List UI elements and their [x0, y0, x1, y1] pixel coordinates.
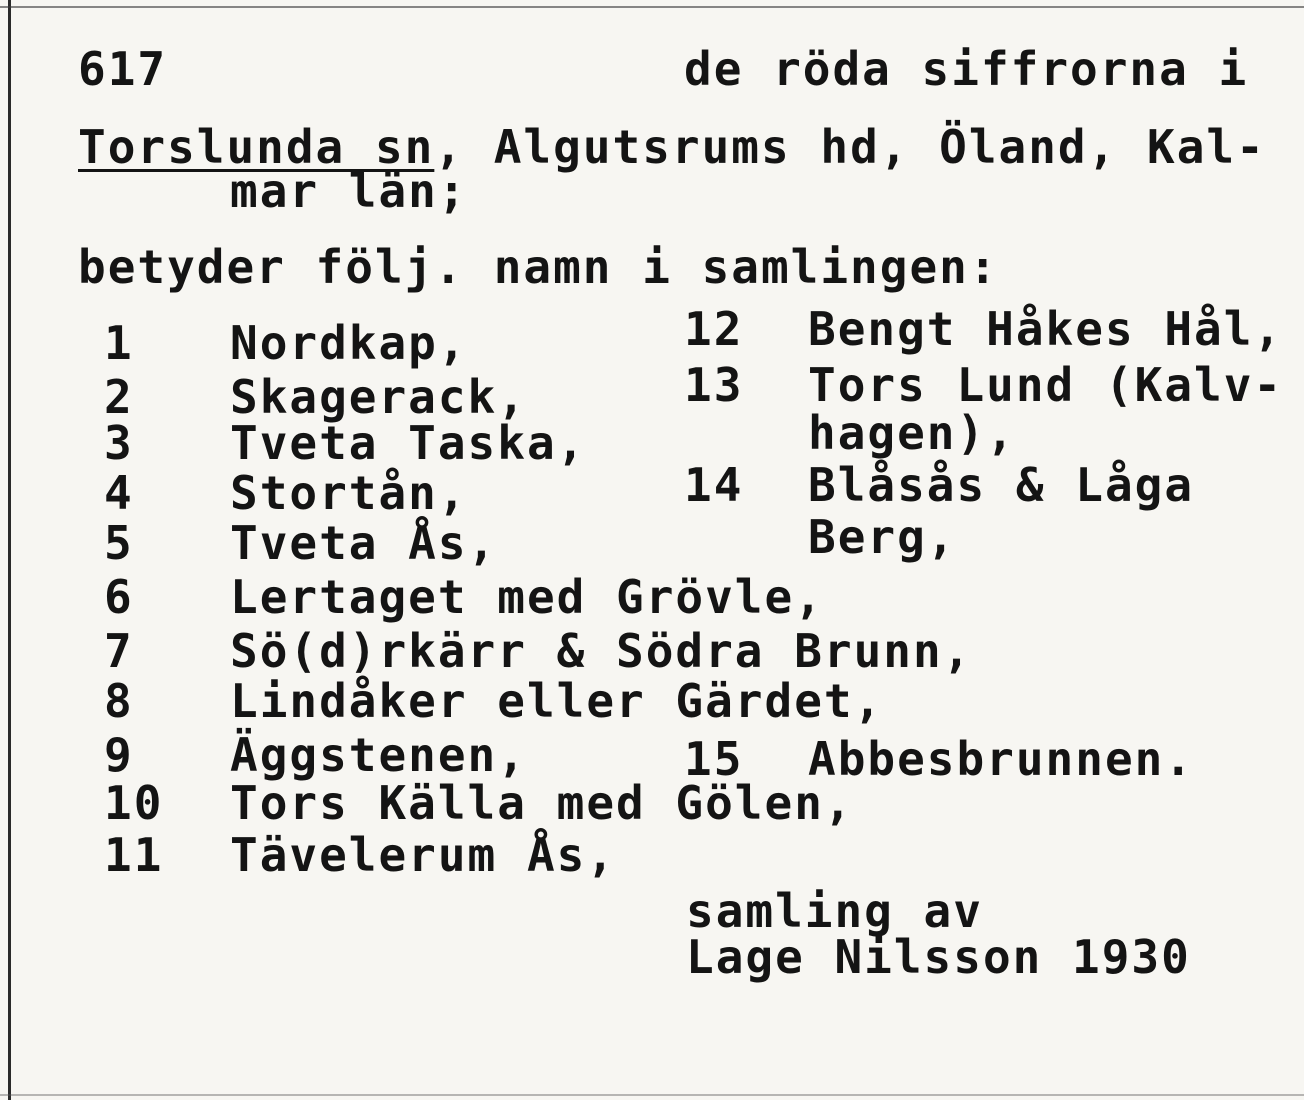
- entry-name: Abbesbrunnen.: [808, 732, 1195, 786]
- card-edge-top: [0, 6, 1304, 8]
- entry-number: 6: [104, 570, 134, 624]
- entry-number: 15: [684, 732, 744, 786]
- entry-number: 1: [104, 316, 134, 370]
- entry-number: 3: [104, 416, 134, 470]
- entry-name: Tors Lund (Kalv-: [808, 358, 1284, 412]
- entry-name: Lertaget med Grövle,: [230, 570, 824, 624]
- entry-name: Bengt Håkes Hål,: [808, 302, 1284, 356]
- entry-name-continued: hagen),: [808, 406, 1016, 460]
- entry-name: Lindåker eller Gärdet,: [230, 674, 884, 728]
- entry-name: Tävelerum Ås,: [230, 828, 617, 882]
- entry-number: 12: [684, 302, 744, 356]
- entry-number: 5: [104, 516, 134, 570]
- entry-number: 11: [104, 828, 164, 882]
- entry-number: 7: [104, 624, 134, 678]
- entry-name-continued: Berg,: [808, 510, 957, 564]
- signature-line-1: samling av: [686, 884, 983, 938]
- card-edge-left: [8, 0, 11, 1100]
- location-rest-2: mar län;: [230, 164, 468, 218]
- location-rest-1: , Algutsrums hd, Öland, Kal-: [434, 120, 1266, 174]
- entry-name: Äggstenen,: [230, 728, 527, 782]
- header-note: de röda siffrorna i: [684, 42, 1249, 96]
- parish-name: Torslunda sn: [78, 120, 435, 174]
- card-edge-bottom: [0, 1094, 1304, 1096]
- signature-line-2: Lage Nilsson 1930: [686, 930, 1191, 984]
- entry-number: 2: [104, 370, 134, 424]
- entry-name: Tveta Ås,: [230, 516, 498, 570]
- entry-name: Tors Källa med Gölen,: [230, 776, 854, 830]
- entry-number: 4: [104, 466, 134, 520]
- entry-number: 8: [104, 674, 134, 728]
- card-number: 617: [78, 42, 168, 96]
- entry-number: 14: [684, 458, 744, 512]
- entry-name: Sö(d)rkärr & Södra Brunn,: [230, 624, 973, 678]
- entry-name: Stortån,: [230, 466, 468, 520]
- entry-number: 13: [684, 358, 744, 412]
- entry-number: 9: [104, 728, 134, 782]
- entry-name: Nordkap,: [230, 316, 468, 370]
- intro-line: betyder följ. namn i samlingen:: [78, 240, 999, 294]
- entry-name: Blåsås & Låga: [808, 458, 1195, 512]
- entry-number: 10: [104, 776, 164, 830]
- entry-name: Skagerack,: [230, 370, 527, 424]
- entry-name: Tveta Taska,: [230, 416, 587, 470]
